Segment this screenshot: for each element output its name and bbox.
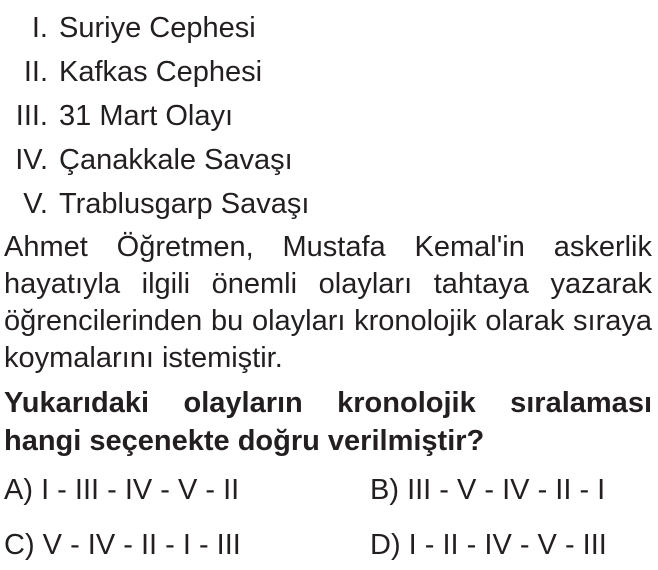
event-list — [0, 6, 658, 226]
list-item — [0, 138, 658, 182]
options-row — [4, 525, 654, 565]
item-numeral: IV. — [15, 144, 48, 176]
option-text: III - V - IV - II - I — [407, 474, 606, 506]
item-numeral: V. — [23, 188, 48, 220]
item-text: Çanakkale Savaşı — [59, 144, 293, 176]
item-numeral: III. — [15, 100, 48, 132]
option-text: I - II - IV - V - III — [408, 529, 607, 561]
list-item — [0, 6, 658, 50]
option-label: B) — [370, 474, 399, 506]
option-c[interactable] — [4, 525, 241, 565]
option-label: A) — [4, 474, 33, 506]
options-row — [4, 470, 654, 510]
question-context: Ahmet Öğretmen, Mustafa Kemal'in askerlik hayatıyla ilgili önemli olayları tahtaya yazarak öğrencilerinden bu olayları kronolojik olarak sıraya koymalarını istemiştir. — [4, 231, 652, 374]
list-item — [0, 182, 658, 226]
question-stem: Yukarıdaki olayların kronolojik sıralaması hangi seçenekte doğru verilmiştir? — [4, 387, 652, 457]
option-a[interactable] — [4, 470, 239, 510]
item-numeral: II. — [23, 56, 48, 88]
option-text: I - III - IV - V - II — [41, 474, 240, 506]
item-text: 31 Mart Olayı — [59, 100, 234, 132]
item-text: Kafkas Cephesi — [59, 56, 263, 88]
option-label: D) — [370, 529, 401, 561]
option-label: C) — [4, 529, 35, 561]
option-b[interactable] — [370, 470, 605, 510]
item-text: Suriye Cephesi — [59, 12, 256, 44]
item-text: Trablusgarp Savaşı — [59, 188, 310, 220]
list-item — [0, 50, 658, 94]
item-numeral: I. — [31, 12, 48, 44]
option-text: V - IV - II - I - III — [42, 529, 241, 561]
option-d[interactable] — [370, 525, 607, 565]
list-item — [0, 94, 658, 138]
